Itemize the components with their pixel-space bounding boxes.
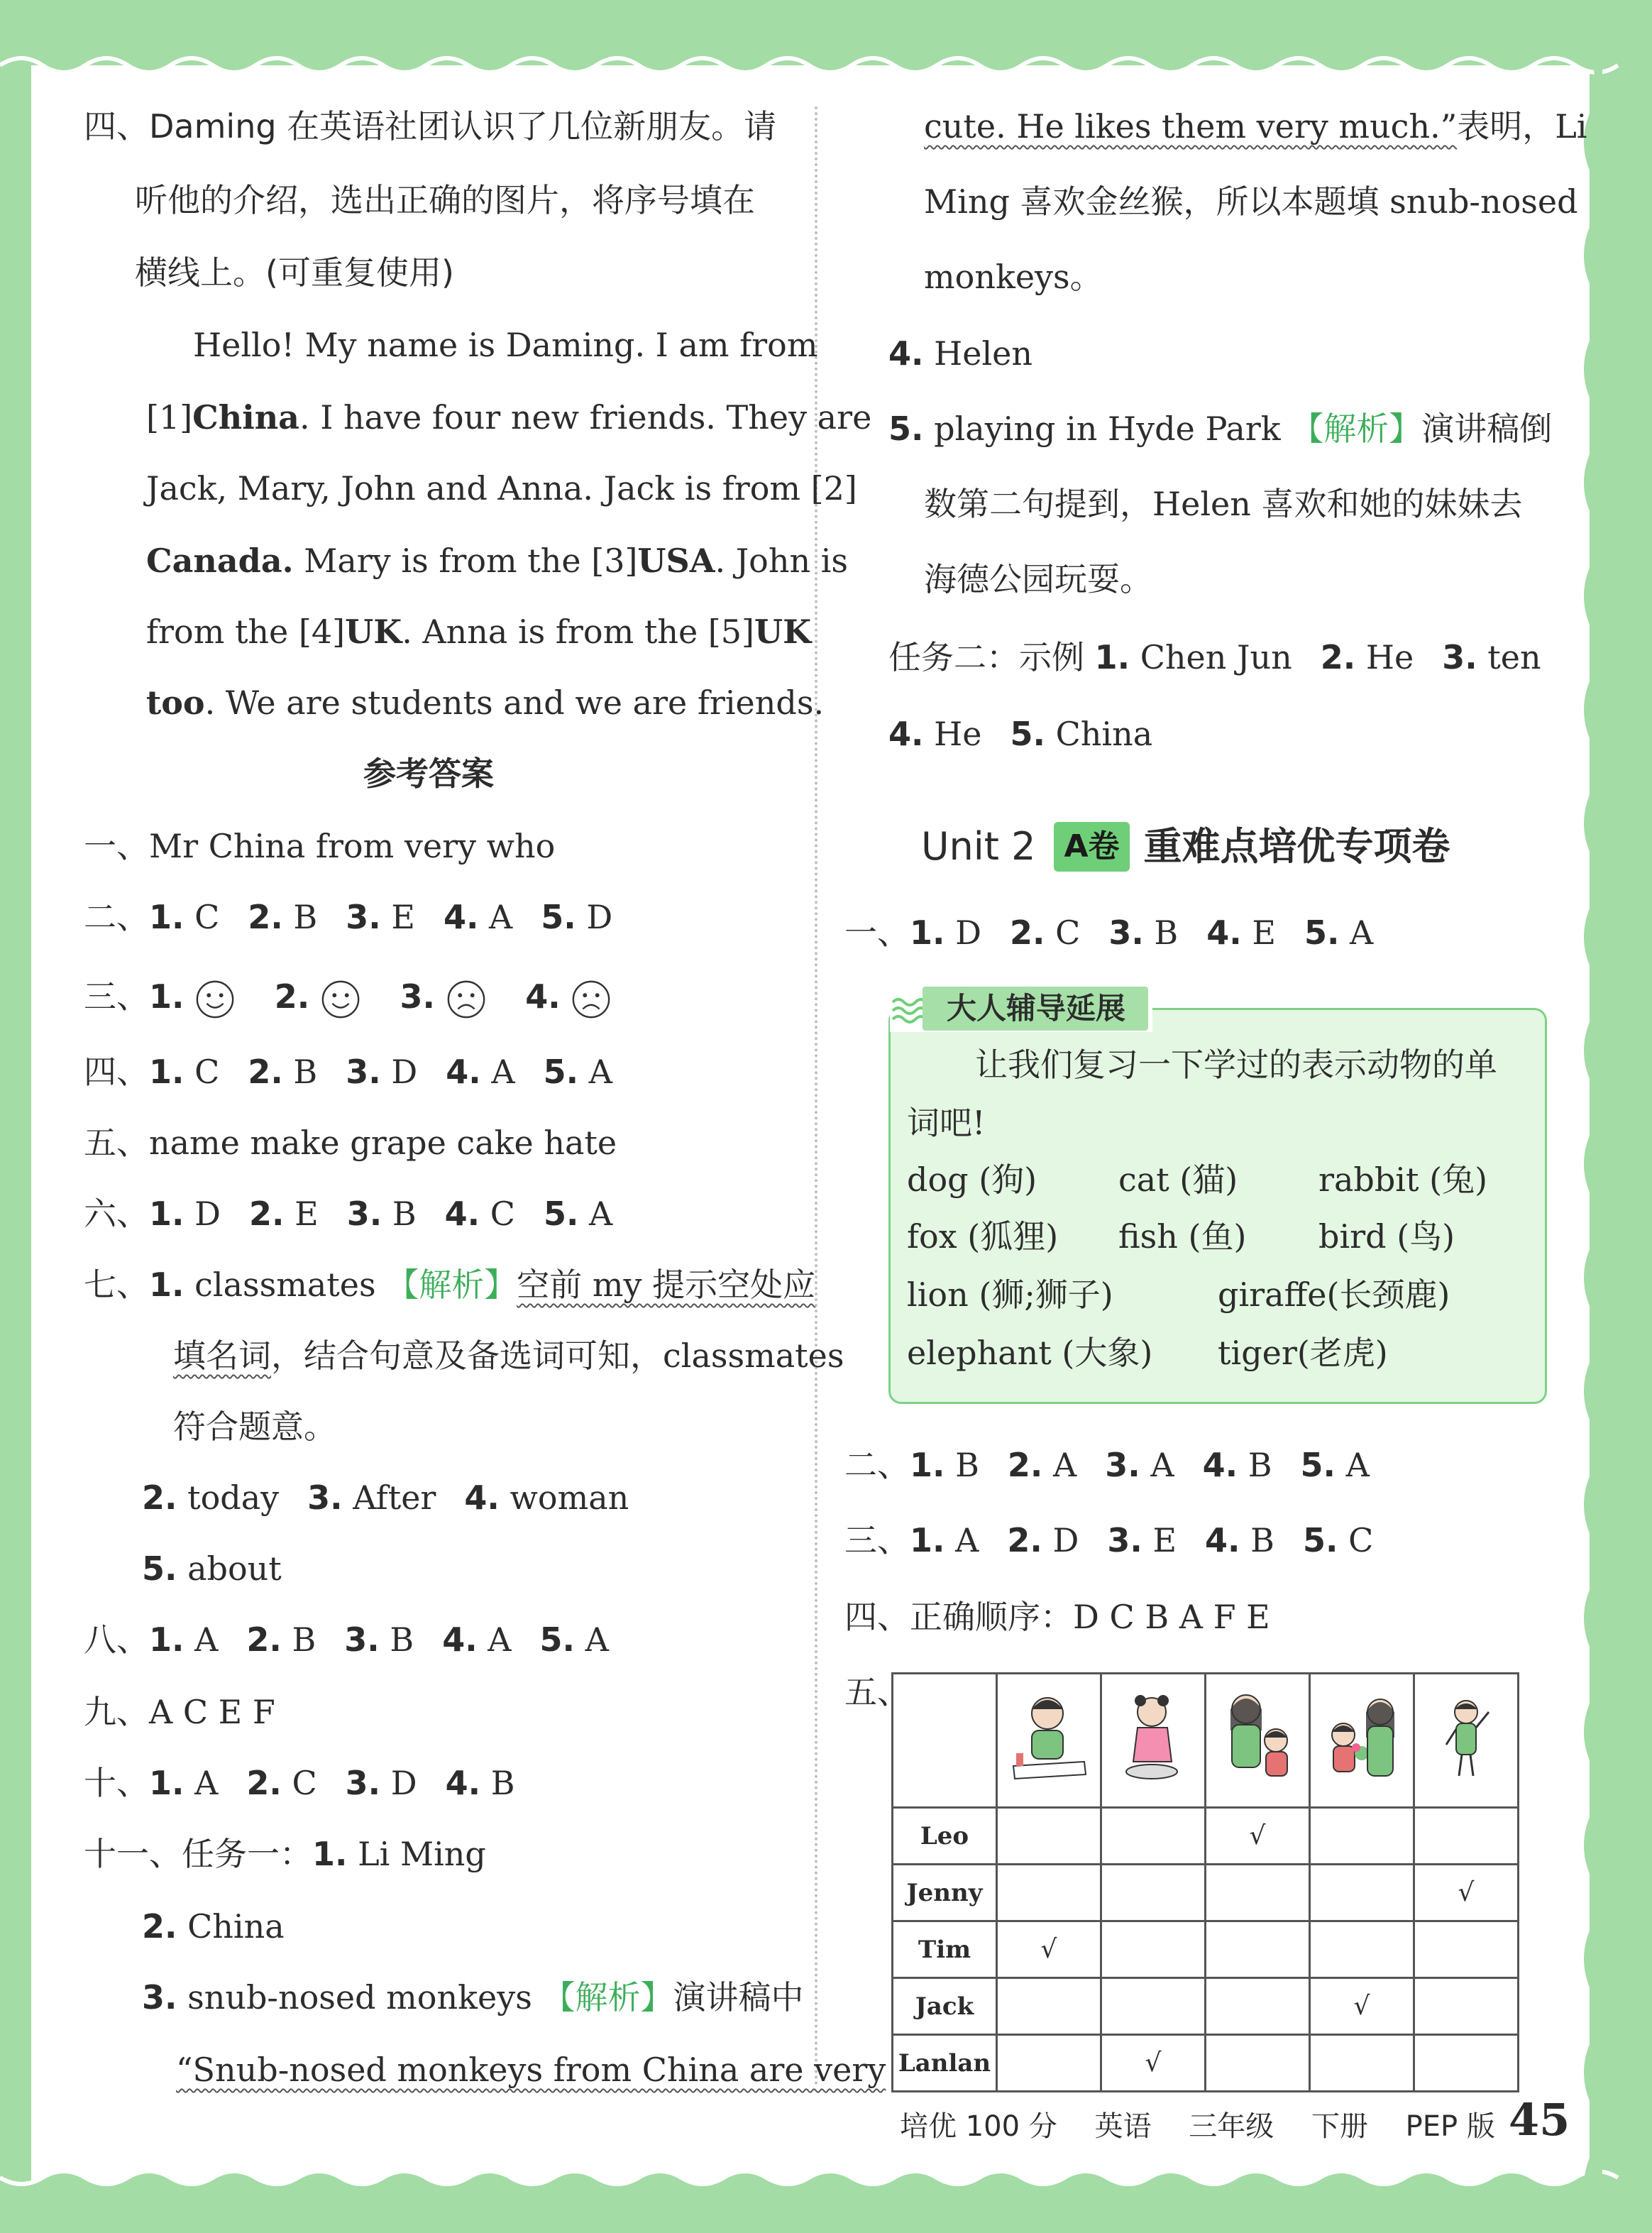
grid-name-cell: Leo bbox=[893, 1808, 997, 1865]
parent-and-child-picture bbox=[1215, 1688, 1300, 1787]
footer-grade: 三年级 bbox=[1189, 2110, 1274, 2143]
grid-check-cell bbox=[1101, 1808, 1206, 1865]
picture-cell bbox=[1310, 1674, 1414, 1808]
tip-word: lion (狮;狮子) bbox=[907, 1275, 1113, 1314]
tip-word: cat (猫) bbox=[1118, 1161, 1238, 1199]
child-cooking-picture bbox=[1111, 1688, 1196, 1787]
wave-border-bottom bbox=[0, 2168, 1652, 2192]
answer-11-line3: 3. snub-nosed monkeys 【解析】演讲稿中 bbox=[142, 1978, 804, 2017]
answer-11-line2: 2. China bbox=[142, 1907, 285, 1946]
picture-cell bbox=[997, 1674, 1101, 1808]
grid-check-cell bbox=[1206, 2035, 1310, 2092]
grid-check-cell bbox=[997, 1865, 1101, 1921]
right-answer-5-line2: 数第二句提到，Helen 喜欢和她的妹妹去 bbox=[924, 485, 1523, 523]
tip-intro-line1: 让我们复习一下学过的表示动物的单 bbox=[975, 1046, 1497, 1084]
answer-10: 十、1. A 2. C 3. D 4. B bbox=[84, 1764, 515, 1802]
grid-check-cell bbox=[1414, 1921, 1519, 1978]
passage-line5: from the [4]UK. Anna is from the [5]UK bbox=[146, 613, 812, 651]
wave-border-top bbox=[0, 50, 1652, 78]
wave-lines-icon bbox=[890, 992, 925, 1026]
tip-word: elephant (大象) bbox=[907, 1334, 1153, 1372]
grid-check-cell bbox=[1310, 1921, 1414, 1978]
grid-name-cell: Jack bbox=[893, 1978, 997, 2035]
sad-face-icon bbox=[446, 979, 487, 1020]
answer-grid bbox=[891, 1672, 1519, 2092]
border-left bbox=[0, 0, 31, 2233]
happy-face-icon bbox=[194, 979, 236, 1020]
footer-series: 培优 100 分 bbox=[900, 2110, 1057, 2143]
right-cont-line3: monkeys。 bbox=[924, 258, 1103, 296]
tip-intro-line2: 词吧! bbox=[907, 1104, 986, 1142]
footer-edition: PEP 版 bbox=[1405, 2110, 1495, 2143]
grid-check-cell bbox=[1206, 1921, 1310, 1978]
page-number: 45 bbox=[1509, 2094, 1570, 2146]
grid-check-cell bbox=[1310, 1808, 1414, 1865]
grid-name-cell: Lanlan bbox=[893, 2035, 997, 2092]
page-footer bbox=[900, 2105, 1495, 2148]
grid-check-cell bbox=[1310, 1865, 1414, 1921]
unit-answer-5-label: 五、 bbox=[844, 1673, 910, 1711]
picture-cell bbox=[1206, 1674, 1310, 1808]
answer-11-line1: 十一、任务一：1. Li Ming bbox=[84, 1835, 486, 1873]
answer-8: 八、1. A 2. B 3. B 4. A 5. A bbox=[84, 1620, 609, 1659]
grid-check-cell bbox=[997, 1808, 1101, 1865]
grid-check-cell: √ bbox=[1310, 1978, 1414, 2035]
tip-word: fox (狐狸) bbox=[907, 1217, 1059, 1256]
q4-title-line1: 四、Daming 在英语社团认识了几位新朋友。请 bbox=[84, 107, 777, 146]
wave-border-right bbox=[1577, 0, 1602, 2233]
child-drawing-picture bbox=[1006, 1688, 1091, 1787]
tip-word: giraffe(长颈鹿) bbox=[1218, 1275, 1450, 1314]
task-2-line1: 任务二：示例 1. Chen Jun 2. He 3. ten bbox=[888, 638, 1541, 676]
grid-corner bbox=[893, 1674, 997, 1808]
q4-title-line2: 听他的介绍，选出正确的图片，将序号填在 bbox=[135, 181, 755, 219]
passage-line6: too. We are students and we are friends. bbox=[146, 684, 825, 722]
grid-check-cell: √ bbox=[1414, 1865, 1519, 1921]
right-answer-4: 4. Helen bbox=[888, 334, 1033, 373]
task-2-line2: 4. He 5. China bbox=[888, 715, 1153, 753]
unit-answer-4: 四、正确顺序：D C B A F E bbox=[844, 1598, 1270, 1636]
grid-check-cell bbox=[1414, 1808, 1519, 1865]
answer-3: 三、1. 2. 3. 4. bbox=[84, 975, 612, 1020]
unit-answer-2: 二、1. B 2. A 3. A 4. B 5. A bbox=[844, 1446, 1370, 1484]
right-answer-5-line3: 海德公园玩耍。 bbox=[924, 560, 1152, 598]
grid-check-cell bbox=[1101, 1921, 1206, 1978]
answer-5: 五、name make grape cake hate bbox=[84, 1124, 617, 1162]
grid-check-cell bbox=[997, 1978, 1101, 2035]
happy-face-icon bbox=[320, 979, 361, 1020]
answer-1: 一、Mr China from very who bbox=[84, 827, 556, 865]
tip-word: tiger(老虎) bbox=[1218, 1334, 1388, 1372]
tip-word: dog (狗) bbox=[907, 1161, 1037, 1199]
child-waving-picture bbox=[1424, 1688, 1509, 1787]
answer-2: 二、1. C 2. B 3. E 4. A 5. D bbox=[84, 898, 613, 936]
unit-answer-1: 一、1. D 2. C 3. B 4. E 5. A bbox=[844, 914, 1374, 952]
passage-line1: Hello! My name is Daming. I am from bbox=[193, 326, 818, 364]
answer-7-line1: 七、1. classmates 【解析】空前 my 提示空处应 bbox=[84, 1266, 816, 1304]
grid-check-cell: √ bbox=[1206, 1808, 1310, 1865]
picture-cell bbox=[1101, 1674, 1206, 1808]
right-cont-line2: Ming 喜欢金丝猴，所以本题填 snub-nosed bbox=[924, 182, 1578, 221]
answers-heading: 参考答案 bbox=[363, 755, 494, 793]
tip-word: fish (鱼) bbox=[1118, 1217, 1247, 1256]
unit-answer-3: 三、1. A 2. D 3. E 4. B 5. C bbox=[844, 1521, 1374, 1559]
grid-check-cell bbox=[1101, 1865, 1206, 1921]
grid-check-cell: √ bbox=[997, 1921, 1101, 1978]
grid-check-cell: √ bbox=[1101, 2035, 1206, 2092]
footer-volume: 下册 bbox=[1311, 2110, 1368, 2143]
q4-title-line3: 横线上。(可重复使用) bbox=[135, 253, 454, 292]
grid-check-cell bbox=[1414, 1978, 1519, 2035]
grid-check-cell bbox=[1206, 1978, 1310, 2035]
answer-4: 四、1. C 2. B 3. D 4. A 5. A bbox=[84, 1053, 612, 1091]
grid-check-cell bbox=[997, 2035, 1101, 2092]
grid-check-cell bbox=[1101, 1978, 1206, 2035]
sad-face-icon bbox=[571, 979, 612, 1020]
picture-cell bbox=[1414, 1674, 1519, 1808]
answer-11-line4: “Snub-nosed monkeys from China are very bbox=[176, 2051, 886, 2089]
answer-7-line5: 5. about bbox=[142, 1549, 282, 1588]
footer-subject: 英语 bbox=[1094, 2110, 1152, 2143]
grid-check-cell bbox=[1206, 1865, 1310, 1921]
tip-word: bird (鸟) bbox=[1318, 1217, 1455, 1256]
grid-check-cell bbox=[1414, 2035, 1519, 2092]
tip-word: rabbit (兔) bbox=[1318, 1161, 1488, 1199]
grid-check-cell bbox=[1310, 2035, 1414, 2092]
right-answer-5: 5. playing in Hyde Park 【解析】演讲稿倒 bbox=[888, 410, 1553, 448]
passage-line4: Canada. Mary is from the [3]USA. John is bbox=[146, 542, 849, 580]
answer-7-line2: 填名词，结合句意及备选词可知，classmates bbox=[173, 1337, 844, 1375]
tip-header: 大人辅导延展 bbox=[923, 987, 1148, 1031]
unit-title: Unit 2 A卷 重难点培优专项卷 bbox=[921, 822, 1450, 872]
answer-7-line4: 2. today 3. After 4. woman bbox=[142, 1478, 629, 1517]
answer-9: 九、A C E F bbox=[84, 1693, 275, 1731]
right-cont-line1: cute. He likes them very much.”表明，Li bbox=[924, 107, 1587, 146]
answer-6: 六、1. D 2. E 3. B 4. C 5. A bbox=[84, 1195, 613, 1233]
grid-name-cell: Jenny bbox=[893, 1865, 997, 1921]
unit-badge: A卷 bbox=[1054, 822, 1129, 872]
passage-line2: [1]China. I have four new friends. They are bbox=[146, 398, 872, 437]
answer-7-line3: 符合题意。 bbox=[173, 1408, 336, 1446]
grid-name-cell: Tim bbox=[893, 1921, 997, 1978]
passage-line3: Jack, Mary, John and Anna. Jack is from [2] bbox=[146, 469, 857, 508]
family-with-flowers-picture bbox=[1319, 1688, 1404, 1787]
